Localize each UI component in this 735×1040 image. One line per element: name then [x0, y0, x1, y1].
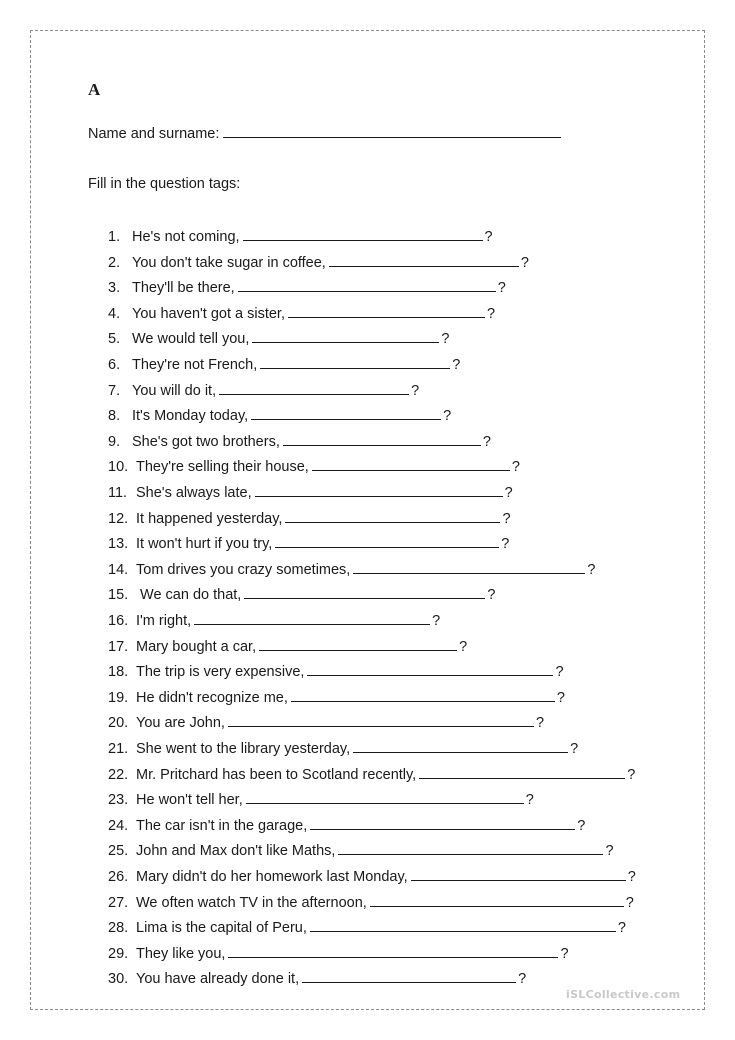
- question-text: They're not French,: [132, 357, 258, 373]
- question-mark: ?: [605, 843, 614, 860]
- question-item: [108, 227, 493, 245]
- question-number: 14.: [108, 561, 129, 578]
- question-tag-blank[interactable]: [251, 406, 441, 420]
- question-text: John and Max don't like Maths,: [136, 843, 336, 860]
- question-text: The car isn't in the garage,: [136, 817, 308, 834]
- question-number: 8.: [108, 408, 121, 425]
- question-tag-blank[interactable]: [243, 227, 483, 241]
- question-mark: ?: [487, 587, 496, 604]
- question-number: 17.: [108, 638, 129, 655]
- question-item: [108, 585, 495, 603]
- question-mark: ?: [511, 459, 520, 476]
- question-tag-blank[interactable]: [255, 483, 503, 497]
- question-number: 23.: [108, 792, 129, 809]
- question-number: 29.: [108, 945, 129, 962]
- question-item: [108, 253, 529, 271]
- question-tag-blank[interactable]: [353, 739, 568, 753]
- question-tag-blank[interactable]: [370, 893, 624, 907]
- question-item: [108, 662, 564, 680]
- question-mark: ?: [577, 817, 586, 834]
- question-mark: ?: [587, 561, 596, 578]
- question-mark: ?: [432, 613, 441, 629]
- question-tag-blank[interactable]: [307, 662, 553, 676]
- question-tag-blank[interactable]: [228, 713, 534, 727]
- question-mark: ?: [625, 894, 634, 911]
- question-number: 28.: [108, 920, 129, 937]
- question-item: [108, 355, 460, 373]
- question-number: 11.: [108, 485, 128, 501]
- question-mark: ?: [452, 357, 461, 373]
- question-text: He's not coming,: [132, 229, 240, 245]
- question-mark: ?: [556, 689, 565, 706]
- question-tag-blank[interactable]: [419, 765, 625, 779]
- question-tag-blank[interactable]: [310, 816, 575, 830]
- question-mark: ?: [502, 510, 511, 527]
- question-text: He won't tell her,: [136, 792, 243, 809]
- instructions: Fill in the question tags:: [88, 176, 241, 192]
- question-item: [108, 841, 614, 859]
- question-tag-blank[interactable]: [312, 457, 510, 471]
- question-item: [108, 765, 635, 783]
- question-text: They like you,: [136, 945, 226, 962]
- question-number: 6.: [108, 357, 121, 373]
- question-tag-blank[interactable]: [228, 944, 558, 958]
- question-text: You don't take sugar in coffee,: [132, 254, 326, 271]
- watermark: iSLCollective.com: [566, 988, 681, 1001]
- question-number: 30.: [108, 971, 129, 988]
- question-text: You will do it,: [132, 382, 217, 399]
- question-number: 15.: [108, 587, 129, 604]
- question-number: 26.: [108, 869, 129, 885]
- question-tag-blank[interactable]: [338, 841, 603, 855]
- question-mark: ?: [482, 433, 491, 450]
- question-item: [108, 944, 569, 962]
- question-text: He didn't recognize me,: [136, 689, 288, 706]
- question-item: [108, 637, 467, 655]
- question-item: [108, 918, 626, 936]
- question-mark: ?: [525, 792, 534, 809]
- question-tag-blank[interactable]: [353, 560, 585, 574]
- question-tag-blank[interactable]: [288, 304, 485, 318]
- question-item: [108, 611, 440, 629]
- question-item: [108, 893, 634, 911]
- question-text: Mary bought a car,: [136, 638, 257, 655]
- question-number: 18.: [108, 664, 129, 681]
- question-mark: ?: [555, 664, 564, 681]
- question-item: [108, 483, 513, 501]
- question-number: 1.: [108, 229, 121, 245]
- question-tag-blank[interactable]: [310, 918, 616, 932]
- question-text: They're selling their house,: [136, 459, 309, 476]
- question-mark: ?: [520, 254, 529, 271]
- question-mark: ?: [627, 869, 636, 885]
- question-mark: ?: [486, 305, 496, 322]
- question-tag-blank[interactable]: [259, 637, 457, 651]
- question-tag-blank[interactable]: [329, 253, 519, 267]
- question-mark: ?: [570, 741, 579, 757]
- question-mark: ?: [535, 715, 545, 732]
- question-number: 3.: [108, 280, 121, 297]
- question-tag-blank[interactable]: [285, 509, 500, 523]
- question-tag-blank[interactable]: [238, 278, 496, 292]
- question-item: [108, 969, 526, 987]
- question-number: 21.: [108, 741, 129, 757]
- question-number: 13.: [108, 536, 129, 553]
- question-item: [108, 329, 449, 347]
- question-tag-blank[interactable]: [283, 432, 481, 446]
- question-text: We would tell you,: [132, 331, 250, 348]
- question-text: The trip is very expensive,: [136, 664, 305, 681]
- question-item: [108, 381, 419, 399]
- question-tag-blank[interactable]: [219, 381, 409, 395]
- question-mark: ?: [501, 536, 510, 553]
- question-text: It won't hurt if you try,: [136, 536, 273, 553]
- question-item: [108, 432, 491, 450]
- question-text: We often watch TV in the afternoon,: [136, 894, 367, 911]
- question-tag-blank[interactable]: [244, 585, 485, 599]
- question-text: She's got two brothers,: [132, 433, 280, 450]
- question-text: You haven't got a sister,: [132, 305, 285, 322]
- question-mark: ?: [617, 920, 626, 937]
- question-mark: ?: [459, 638, 468, 655]
- question-mark: ?: [441, 331, 450, 348]
- question-mark: ?: [411, 382, 420, 399]
- question-mark: ?: [518, 971, 527, 988]
- question-text: She went to the library yesterday,: [136, 741, 351, 757]
- question-number: 20.: [108, 715, 129, 732]
- question-number: 22.: [108, 766, 129, 783]
- question-text: Lima is the capital of Peru,: [136, 920, 307, 937]
- question-tag-blank[interactable]: [291, 688, 555, 702]
- question-item: [108, 688, 565, 706]
- question-mark: ?: [504, 485, 513, 501]
- question-text: Mr. Pritchard has been to Scotland recently,: [136, 766, 417, 783]
- question-number: 27.: [108, 894, 129, 911]
- question-tag-blank[interactable]: [194, 611, 430, 625]
- question-item: [108, 406, 451, 424]
- question-text: Mary didn't do her homework last Monday,: [136, 869, 408, 885]
- question-text: Tom drives you crazy sometimes,: [136, 561, 351, 578]
- question-item: [108, 457, 520, 475]
- question-number: 9.: [108, 433, 121, 450]
- question-tag-blank[interactable]: [260, 355, 450, 369]
- question-text: You have already done it,: [136, 971, 300, 988]
- question-mark: ?: [443, 408, 452, 425]
- question-tag-blank[interactable]: [411, 867, 626, 881]
- question-text: It's Monday today,: [132, 408, 249, 425]
- question-tag-blank[interactable]: [246, 790, 524, 804]
- question-item: [108, 304, 495, 322]
- question-text: It happened yesterday,: [136, 510, 283, 527]
- question-text: She's always late,: [136, 485, 252, 501]
- question-number: 5.: [108, 331, 121, 348]
- question-item: [108, 509, 511, 527]
- question-mark: ?: [560, 945, 569, 962]
- question-text: I'm right,: [136, 613, 192, 629]
- question-number: 10.: [108, 459, 129, 476]
- question-item: [108, 278, 506, 296]
- question-item: [108, 534, 509, 552]
- question-tag-blank[interactable]: [302, 969, 516, 983]
- question-item: [108, 867, 636, 885]
- section-letter: A: [88, 80, 101, 99]
- question-item: [108, 560, 595, 578]
- question-number: 19.: [108, 689, 129, 706]
- question-number: 16.: [108, 613, 129, 629]
- question-item: [108, 713, 544, 731]
- question-tag-blank[interactable]: [252, 329, 439, 343]
- question-item: [108, 739, 578, 757]
- question-text: They'll be there,: [132, 280, 235, 297]
- question-tag-blank[interactable]: [275, 534, 499, 548]
- question-mark: ?: [484, 229, 493, 245]
- question-text: You are John,: [136, 715, 225, 732]
- question-mark: ?: [627, 766, 636, 783]
- name-label: Name and surname:: [88, 126, 220, 142]
- question-number: 7.: [108, 382, 121, 399]
- question-number: 4.: [108, 305, 121, 322]
- question-text: We can do that,: [136, 587, 242, 604]
- question-number: 2.: [108, 254, 121, 271]
- question-number: 24.: [108, 817, 129, 834]
- question-number: 12.: [108, 510, 129, 527]
- question-item: [108, 790, 534, 808]
- question-number: 25.: [108, 843, 129, 860]
- question-item: [108, 816, 585, 834]
- question-mark: ?: [497, 280, 506, 297]
